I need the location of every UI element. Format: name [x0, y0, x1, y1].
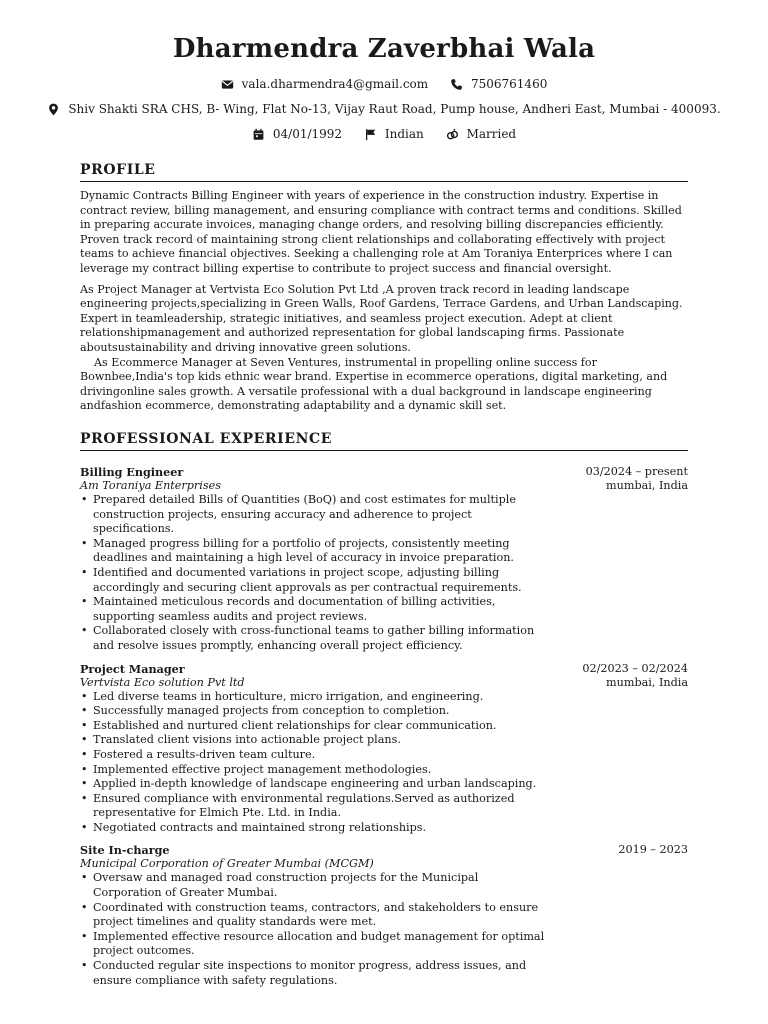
phone-icon [450, 78, 463, 91]
dob-text: 04/01/1992 [272, 127, 343, 141]
job-company: Vertvista Eco solution Pvt ltd [80, 675, 245, 689]
job-role: Project Manager [80, 661, 185, 676]
email-item[interactable] [221, 77, 429, 91]
list-item: • Ensured compliance with environmental regulations.Served as authorized representative for Elmich Pte. Ltd. in India. [80, 792, 550, 821]
profile-heading: PROFILE [80, 162, 688, 182]
list-item: • Implemented effective resource allocation and budget management for optimal project outcomes. [80, 930, 550, 959]
personal-info-line [0, 127, 768, 144]
address-line [0, 102, 768, 119]
list-item: • Translated client visions into actionable project plans. [80, 733, 550, 748]
list-item: • Oversaw and managed road construction projects for the Municipal Corporation of Greater Mumbai. [80, 871, 550, 900]
job-entry [80, 662, 688, 836]
list-item: • Prepared detailed Bills of Quantities (BoQ) and cost estimates for multiple construction projects, ensuring accuracy and adherence to project specifications. [80, 493, 550, 537]
candidate-name: Dharmendra Zaverbhai Wala [172, 34, 596, 64]
list-item: • Implemented effective project management methodologies. [80, 763, 550, 778]
list-item: • Maintained meticulous records and documentation of billing activities, supporting seamless audits and project reviews. [80, 595, 550, 624]
email-text: vala.dharmendra4@gmail.com [241, 77, 429, 91]
job-entry [80, 465, 688, 654]
job-bullets [80, 690, 550, 836]
list-item: • Led diverse teams in horticulture, micro irrigation, and engineering. [80, 690, 550, 705]
nationality-text: Indian [384, 127, 424, 141]
nationality-item [364, 127, 424, 141]
envelope-icon [221, 78, 234, 91]
dob-item [252, 127, 342, 141]
list-item: • Collaborated closely with cross-functional teams to gather billing information and resolve issues promptly, enhancing overall project efficiency. [80, 624, 550, 653]
job-company: Municipal Corporation of Greater Mumbai (MCGM) [80, 857, 374, 871]
list-item: • Identified and documented variations in project scope, adjusting billing accordingly and securing client approvals as per contractual requirements. [80, 566, 550, 595]
job-dates: 2019 – 2023 [618, 843, 688, 857]
phone-text: 7506761460 [470, 77, 548, 91]
profile-paragraph: As Ecommerce Manager at Seven Ventures, instrumental in propelling online success for Bownbee,India's top kids ethnic wear brand. Expertise in ecommerce operations, digital marketing, and drivingonline sales growth. A versatile professional with a dual background in landscape engineering andfashion ecommerce, demonstrating adaptability and a dynamic skill set. [80, 355, 668, 413]
list-item: • Negotiated contracts and maintained strong relationships. [80, 821, 550, 836]
profile-paragraph: Dynamic Contracts Billing Engineer with years of experience in the construction industry. Expertise in contract review, billing management, and ensuring compliance with contract terms and conditions. Skilled in preparing accurate invoices, managing change orders, and resolving billing discrepancies efficiently. Proven track record of maintaining strong client relationships and collaborating effectively with project teams to achieve financial objectives. Seeking a challenging role at Am Toraniya Enterprices where I can leverage my contract billing expertise to contribute to project success and financial oversight. [80, 189, 682, 275]
calendar-icon [252, 128, 265, 141]
job-role: Site In-charge [80, 843, 170, 858]
list-item: • Successfully managed projects from conception to completion. [80, 704, 550, 719]
list-item: • Managed progress billing for a portfolio of projects, consistently meeting deadlines and maintaining a high level of accuracy in invoice preparation. [80, 537, 550, 566]
map-pin-icon [47, 103, 60, 116]
marital-status-text: Married [466, 127, 517, 141]
rings-icon [446, 128, 459, 141]
list-item: • Coordinated with construction teams, contractors, and stakeholders to ensure project timelines and quality standards were met. [80, 901, 550, 930]
profile-section [80, 162, 688, 414]
contact-line [0, 77, 768, 94]
list-item: • Applied in-depth knowledge of landscape engineering and urban landscaping. [80, 777, 550, 792]
job-dates: 03/2024 – present [585, 465, 688, 478]
list-item: • Established and nurtured client relationships for clear communication. [80, 719, 550, 734]
job-entry [80, 843, 688, 988]
list-item: • Conducted regular site inspections to monitor progress, address issues, and ensure compliance with safety regulations. [80, 959, 550, 988]
job-bullets [80, 493, 550, 654]
job-role: Billing Engineer [80, 465, 184, 479]
address-item [47, 102, 720, 116]
job-location: mumbai, India [606, 479, 688, 492]
job-company: Am Toraniya Enterprises [80, 479, 221, 492]
profile-paragraph: As Project Manager at Vertvista Eco Solution Pvt Ltd ,A proven track record in leading landscape engineering projects,specializing in Green Walls, Roof Gardens, Terrace Gardens, and Urban Landscaping. Expert in teamleadership, strategic initiatives, and seamless project execution. Adept at client relationshipmanagement and authorized representation for global landscaping firms. Passionate aboutsustainability and driving innovative green solutions. [80, 282, 683, 354]
flag-icon [364, 128, 377, 141]
experience-heading: PROFESSIONAL EXPERIENCE [80, 431, 688, 451]
job-location: mumbai, India [606, 675, 688, 689]
list-item: • Fostered a results-driven team culture. [80, 748, 550, 763]
marital-status-item [446, 127, 517, 141]
job-dates: 02/2023 – 02/2024 [582, 661, 688, 675]
phone-item[interactable] [450, 77, 547, 91]
address-text: Shiv Shakti SRA CHS, B- Wing, Flat No-13, Vijay Raut Road, Pump house, Andheri East, Mumbai - 400093. [68, 102, 721, 116]
job-bullets [80, 871, 550, 988]
experience-section [80, 431, 688, 988]
